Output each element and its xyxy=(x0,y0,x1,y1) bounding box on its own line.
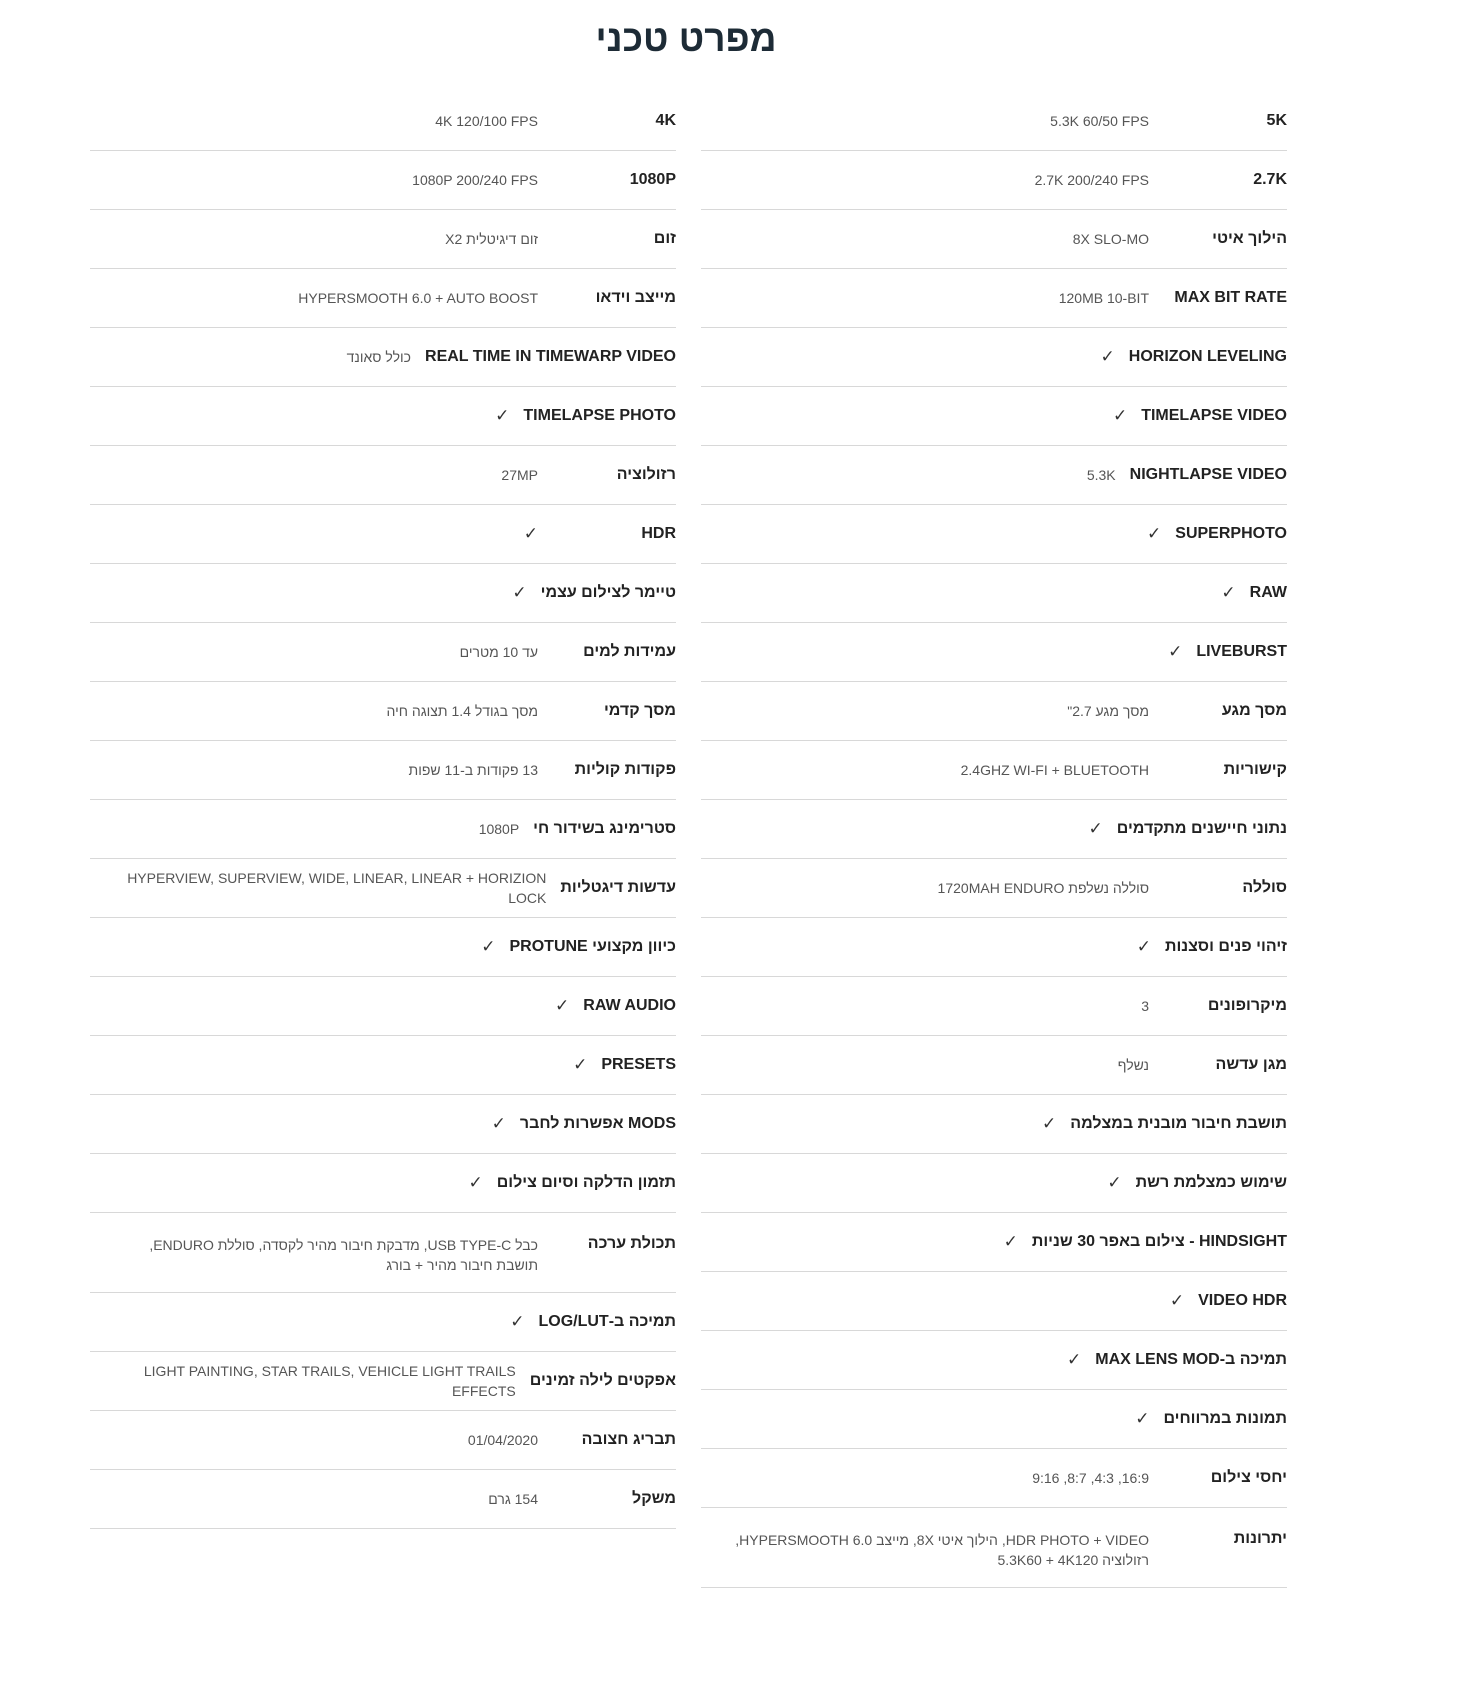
spec-row xyxy=(90,1470,676,1529)
spec-value: כולל סאונד xyxy=(346,349,412,365)
spec-row xyxy=(701,387,1287,446)
spec-column-left xyxy=(90,92,676,1529)
spec-value: HYPERSMOOTH 6.0 + AUTO BOOST xyxy=(298,290,538,306)
spec-label: TIMELAPSE VIDEO xyxy=(1141,407,1287,424)
spec-row xyxy=(701,269,1287,328)
spec-label: תכולת ערכה xyxy=(587,1235,676,1252)
check-icon: ✓ xyxy=(1168,642,1183,661)
spec-value: 3 xyxy=(1141,998,1149,1014)
spec-row xyxy=(701,1036,1287,1095)
spec-label: טיימר לצילום עצמי xyxy=(540,584,676,601)
spec-column-right xyxy=(701,92,1287,1588)
spec-row xyxy=(701,446,1287,505)
spec-row xyxy=(90,328,676,387)
spec-row xyxy=(90,269,676,328)
spec-label: זיהוי פנים וסצנות xyxy=(1164,938,1287,955)
spec-label: SUPERPHOTO xyxy=(1175,525,1287,542)
spec-row xyxy=(701,859,1287,918)
page-title: מפרט טכני xyxy=(595,18,777,59)
spec-row xyxy=(90,505,676,564)
spec-row xyxy=(90,151,676,210)
spec-label: מסך קדמי xyxy=(603,702,676,719)
spec-row xyxy=(701,623,1287,682)
check-icon: ✓ xyxy=(1067,1350,1082,1369)
spec-row xyxy=(90,918,676,977)
spec-label: תושבת חיבור מובנית במצלמה xyxy=(1070,1115,1287,1132)
spec-row xyxy=(701,977,1287,1036)
spec-value: HYPERVIEW, SUPERVIEW, WIDE, LINEAR, LINEAR + HORIZION LOCK xyxy=(127,870,547,906)
spec-label: עמידות למים xyxy=(583,643,676,660)
spec-row xyxy=(90,1095,676,1154)
spec-row xyxy=(701,505,1287,564)
spec-label: RAW xyxy=(1249,584,1287,601)
spec-label: אפקטים לילה זמינים xyxy=(529,1372,676,1389)
spec-row xyxy=(90,1411,676,1470)
spec-row xyxy=(90,859,676,918)
check-icon: ✓ xyxy=(1221,583,1236,602)
check-icon: ✓ xyxy=(468,1173,483,1192)
spec-value: 154 גרם xyxy=(488,1491,538,1507)
spec-value: נשלף xyxy=(1117,1057,1149,1073)
spec-row xyxy=(701,1095,1287,1154)
check-icon: ✓ xyxy=(1100,347,1115,366)
check-icon: ✓ xyxy=(481,937,496,956)
check-icon: ✓ xyxy=(555,996,570,1015)
spec-row xyxy=(701,1449,1287,1508)
spec-label: RAW AUDIO xyxy=(583,997,676,1014)
spec-label: 5K xyxy=(1266,112,1287,129)
spec-row xyxy=(701,1272,1287,1331)
spec-row xyxy=(90,623,676,682)
check-icon: ✓ xyxy=(1147,524,1162,543)
spec-row xyxy=(90,1213,676,1293)
spec-label: עדשות דיגטליות xyxy=(560,879,676,896)
spec-label: פקודות קוליות xyxy=(574,761,676,778)
spec-row xyxy=(701,1331,1287,1390)
spec-value: 13 פקודות ב-11 שפות xyxy=(408,762,538,778)
spec-label: LIVEBURST xyxy=(1196,643,1287,660)
spec-row xyxy=(701,1154,1287,1213)
spec-label: NIGHTLAPSE VIDEO xyxy=(1129,466,1287,483)
spec-label: HINDSIGHT - צילום באפר 30 שניות xyxy=(1031,1233,1287,1250)
spec-label: נתוני חיישנים מתקדמים xyxy=(1116,820,1287,837)
spec-label: PRESETS xyxy=(601,1056,676,1073)
spec-row xyxy=(701,800,1287,859)
spec-row xyxy=(90,1154,676,1213)
spec-value: HDR PHOTO + VIDEO, הילוך איטי 8X, מייצב HYPERSMOOTH 6.0, רזולוציה 5.3K60 + 4K120 xyxy=(735,1532,1149,1568)
spec-value: 16:9, 4:3, 8:7, 9:16 xyxy=(1032,1470,1149,1486)
spec-value: עד 10 מטרים xyxy=(459,644,538,660)
spec-value: מסך בגודל 1.4 תצוגה חיה xyxy=(386,703,538,719)
check-icon: ✓ xyxy=(512,583,527,602)
spec-label: MODS אפשרות לחבר xyxy=(519,1115,676,1132)
spec-row xyxy=(90,741,676,800)
spec-label: שימוש כמצלמת רשת xyxy=(1135,1174,1287,1191)
spec-label: תבריג חצובה xyxy=(581,1431,676,1448)
spec-label: סטרימינג בשידור חי xyxy=(533,820,676,837)
spec-value: כבל USB TYPE-C, מדבקת חיבור מהיר לקסדה, סוללת ENDURO, תושבת חיבור מהיר + בורג xyxy=(149,1237,538,1273)
spec-label: TIMELAPSE PHOTO xyxy=(523,407,676,424)
check-icon: ✓ xyxy=(1135,1409,1150,1428)
spec-label: HORIZON LEVELING xyxy=(1128,348,1287,365)
spec-label: משקל xyxy=(632,1490,676,1507)
spec-row xyxy=(90,387,676,446)
check-icon: ✓ xyxy=(1042,1114,1057,1133)
spec-label: סוללה xyxy=(1242,879,1287,896)
spec-label: MAX BIT RATE xyxy=(1174,289,1287,306)
spec-label: מסך מגע xyxy=(1221,702,1287,719)
spec-label: זום xyxy=(653,230,676,247)
spec-row xyxy=(90,210,676,269)
check-icon: ✓ xyxy=(1169,1291,1185,1310)
spec-label: תמיכה ב-LOG/LUT xyxy=(538,1313,676,1330)
spec-row xyxy=(90,564,676,623)
check-icon: ✓ xyxy=(1003,1232,1018,1251)
check-icon: ✓ xyxy=(495,406,510,425)
spec-value: זום דיגיטלית X2 xyxy=(445,231,538,247)
spec-value: 5.3K 60/50 FPS xyxy=(1050,113,1149,129)
spec-label: REAL TIME IN TIMEWARP VIDEO xyxy=(425,348,676,365)
check-icon: ✓ xyxy=(510,1312,525,1331)
spec-row xyxy=(90,1036,676,1095)
spec-row xyxy=(90,977,676,1036)
check-icon: ✓ xyxy=(523,524,538,543)
spec-label: קישוריות xyxy=(1223,761,1287,778)
spec-row xyxy=(701,1508,1287,1588)
check-icon: ✓ xyxy=(491,1114,506,1133)
spec-row xyxy=(701,682,1287,741)
spec-label: תמיכה ב-MAX LENS MOD xyxy=(1095,1351,1287,1368)
spec-label: VIDEO HDR xyxy=(1198,1292,1287,1309)
spec-value: 120MB 10-BIT xyxy=(1058,290,1149,306)
check-icon: ✓ xyxy=(1112,406,1128,425)
spec-row xyxy=(701,151,1287,210)
spec-label: מגן עדשה xyxy=(1215,1056,1287,1073)
spec-row xyxy=(701,92,1287,151)
spec-value: 27MP xyxy=(501,467,538,483)
spec-value: סוללה נשלפת 1720MAH ENDURO xyxy=(937,880,1149,896)
spec-label: רזולוציה xyxy=(616,466,676,483)
spec-label: 2.7K xyxy=(1253,171,1287,188)
spec-label: הילוך איטי xyxy=(1212,230,1287,247)
spec-row xyxy=(701,1390,1287,1449)
spec-row xyxy=(90,682,676,741)
spec-value: 8X SLO-MO xyxy=(1072,231,1149,247)
spec-label: יחסי צילום xyxy=(1210,1469,1287,1486)
spec-value: 1080P 200/240 FPS xyxy=(412,172,538,188)
spec-value: מסך מגע 2.7" xyxy=(1067,703,1149,719)
spec-value: 2.7K 200/240 FPS xyxy=(1034,172,1149,188)
spec-label: כיוון מקצועי PROTUNE xyxy=(509,938,676,955)
spec-row xyxy=(701,741,1287,800)
spec-value: 5.3K xyxy=(1086,467,1116,483)
check-icon: ✓ xyxy=(1088,819,1103,838)
check-icon: ✓ xyxy=(573,1055,588,1074)
spec-label: מיקרופונים xyxy=(1207,997,1287,1014)
spec-label: 1080P xyxy=(629,171,676,188)
spec-label: תמונות במרווחים xyxy=(1163,1410,1287,1427)
spec-row xyxy=(90,446,676,505)
spec-row xyxy=(90,92,676,151)
spec-label: 4K xyxy=(655,112,676,129)
spec-value: 4K 120/100 FPS xyxy=(435,113,538,129)
check-icon: ✓ xyxy=(1107,1173,1122,1192)
spec-row xyxy=(90,800,676,859)
spec-value: LIGHT PAINTING, STAR TRAILS, VEHICLE LIGHT TRAILS EFFECTS xyxy=(143,1363,516,1399)
spec-row xyxy=(90,1293,676,1352)
spec-label: תזמון הדלקה וסיום צילום xyxy=(496,1174,676,1191)
spec-value: 1080P xyxy=(478,821,520,837)
spec-row xyxy=(701,1213,1287,1272)
spec-row xyxy=(90,1352,676,1411)
spec-label: יתרונות xyxy=(1233,1530,1287,1547)
spec-label: מייצב וידאו xyxy=(595,289,676,306)
check-icon: ✓ xyxy=(1136,937,1151,956)
spec-value: 01/04/2020 xyxy=(467,1432,538,1448)
spec-row xyxy=(701,328,1287,387)
spec-value: 2.4GHZ WI-FI + BLUETOOTH xyxy=(960,762,1149,778)
spec-label: HDR xyxy=(641,525,676,542)
spec-row xyxy=(701,918,1287,977)
spec-row xyxy=(701,210,1287,269)
spec-row xyxy=(701,564,1287,623)
